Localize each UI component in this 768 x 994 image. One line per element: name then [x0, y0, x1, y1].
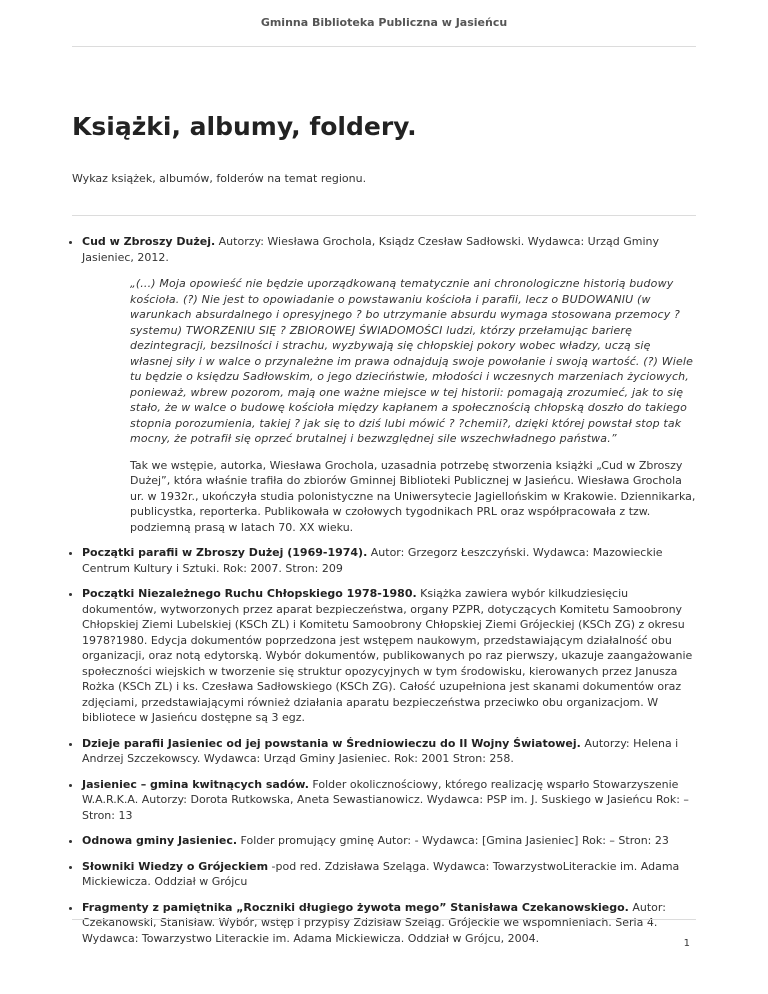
- list-item: [82, 736, 696, 767]
- site-name: Gminna Biblioteka Publiczna w Jasieńcu: [260, 16, 508, 29]
- site-header: [72, 8, 696, 47]
- item-text: Książka zawiera wybór kilkudziesięciu dokumentów, wytworzonych przez aparat bezpieczeństwa, organy PZPR, dotyczących Komitetu Samoobrony Chłopskiej Ziemi Lubelskiej (KSCh ZL) i Komitetu Samoobrony Chłopskiej Ziemi Grójeckiej (KSCh ZG) z okresu 1978?1980. Edycja dokumentów poprzedzona jest wstępem naukowym, przedstawiającym działalność obu organizacji, oraz notą edytorską. Wybór dokumentów, publikowanych po raz pierwszy, ukazuje zaangażowanie społeczności wiejskich w tworzenie się struktur opozycyjnych w tym środowisku, kierowanych przez Janusza Rożka (KSCh ZL) i ks. Czesława Sadłowskiego (KSCh ZG). Całość uzupełniona jest skanami dokumentów oraz zdjęciami, przedstawiającymi również działania aparatu bezpieczeństwa przeciwko obu organizacjom. W bibliotece w Jasieńcu dostępne są 3 egz.: [82, 587, 693, 724]
- list-item: [82, 234, 696, 535]
- list-item: [82, 777, 696, 824]
- bottom-divider: [72, 919, 696, 920]
- page-title: Książki, albumy, foldery.: [72, 112, 417, 141]
- list-item: [82, 900, 696, 947]
- item-title: Cud w Zbroszy Dużej.: [82, 235, 216, 248]
- list-item: [82, 545, 696, 576]
- book-list: [72, 234, 696, 946]
- top-divider: [72, 215, 696, 216]
- item-text: Autor: Czekanowski, Stanisław. Wybór, wstęp i przypisy Zdzisław Szeląg. Grójeckie we wspomnieniach. Seria 4. Wydawca: Towarzystwo Literackie im. Adama Mickiewicza. Oddział w Grójcu, 2004.: [82, 900, 666, 945]
- item-title: Odnowa gminy Jasieniec.: [82, 834, 238, 847]
- list-item: [82, 586, 696, 726]
- book-list-container: [72, 234, 696, 956]
- item-title: Dzieje parafii Jasieniec od jej powstania w Średniowieczu do II Wojny Światowej.: [82, 736, 581, 750]
- list-item: [82, 859, 696, 890]
- item-title: Początki parafii w Zbroszy Dużej (1969-1974).: [82, 546, 368, 559]
- page-number: 1: [683, 938, 690, 949]
- list-item: [82, 833, 696, 849]
- item-title: Początki Niezależnego Ruchu Chłopskiego 1978-1980.: [82, 587, 417, 600]
- item-text: Folder promujący gminę Autor: - Wydawca: [Gmina Jasieniec] Rok: – Stron: 23: [237, 834, 669, 847]
- page-lead: Wykaz książek, albumów, folderów na temat regionu.: [72, 172, 367, 185]
- item-text: Autorzy: Wiesława Grochola, Ksiądz Czesław Sadłowski. Wydawca: Urząd Gminy Jasieniec, 2012.: [82, 235, 660, 264]
- item-title: Słowniki Wiedzy o Grójeckiem: [82, 859, 269, 873]
- item-text: Folder okolicznościowy, którego realizację wsparło Stowarzyszenie W.A.R.K.A. Autorzy: Dorota Rutkowska, Aneta Sewastianowicz. Wydawca: PSP im. J. Suskiego w Jasieńcu Rok: – Stron: 13: [82, 777, 689, 822]
- item-description: Tak we wstępie, autorka, Wiesława Grochola, uzasadnia potrzebę stworzenia książki „Cud w Zbroszy Dużej”, która właśnie trafiła do zbiorów Gminnej Biblioteki Publicznej w Jasieńcu. Wiesława Grochola ur. w 1932r., ukończyła studia polonistyczne na Uniwersytecie Jagiellońskim w Krakowie. Dziennikarka, publicystka, reporterka. Publikowała w czołowych tygodnikach PRL oraz współpracowała z tzw. podziemną prasą w latach 70. XX wieku.: [130, 458, 696, 534]
- item-text: -pod red. Zdzisława Szeląga. Wydawca: TowarzystwoLiterackie im. Adama Mickiewicza. Oddział w Grójcu: [82, 859, 680, 888]
- item-text: Autorzy: Helena i Andrzej Szczekowscy. Wydawca: Urząd Gminy Jasieniec. Rok: 2001 Stron: 258.: [82, 736, 679, 765]
- item-title: Jasieniec – gmina kwitnących sadów.: [82, 777, 309, 791]
- item-quote: „(...) Moja opowieść nie będzie uporządkowaną tematycznie ani chronologiczne historią budowy kościoła. (?) Nie jest to opowiadanie o powstawaniu kościoła i parafii, lecz o BUDOWANIU (w warunkach absurdalnego i opresyjnego ? bo utrzymanie absurdu wymaga stosowana przemocy ? systemu) TWORZENIU SIĘ ? ZBIOROWEJ ŚWIADOMOŚCI ludzi, którzy przełamując barierę dezintegracji, bezsilności i strachu, wyzbywają się chłopskiej pokory wobec władzy, uczą się własnej siły i w walce o przynależne im prawa odnajdują swoje powołanie i swoją wartość. (?) Wiele tu będzie o księdzu Sadłowskim, o jego dzieciństwie, młodości i wczesnych marzeniach życiowych, ponieważ, wbrew pozorom, mają one ważne miejsce w tej historii: pomagają zrozumieć, jak to się stało, że w walce o budowę kościoła między kapłanem a społecznością chłopską doszło do takiego stopnia porozumienia, takiej ? jak się to dziś lubi mówić ? ?chemii?, dzięki której powstał stop tak mocny, że potrafił się oprzeć brutalnej i bezwzględnej sile wszechwładnego państwa.”: [130, 277, 693, 445]
- item-title: Fragmenty z pamiętnika „Roczniki długiego żywota mego” Stanisława Czekanowskiego.: [82, 900, 629, 914]
- item-text: Autor: Grzegorz Łeszczyński. Wydawca: Mazowieckie Centrum Kultury i Sztuki. Rok: 2007. Stron: 209: [82, 546, 663, 575]
